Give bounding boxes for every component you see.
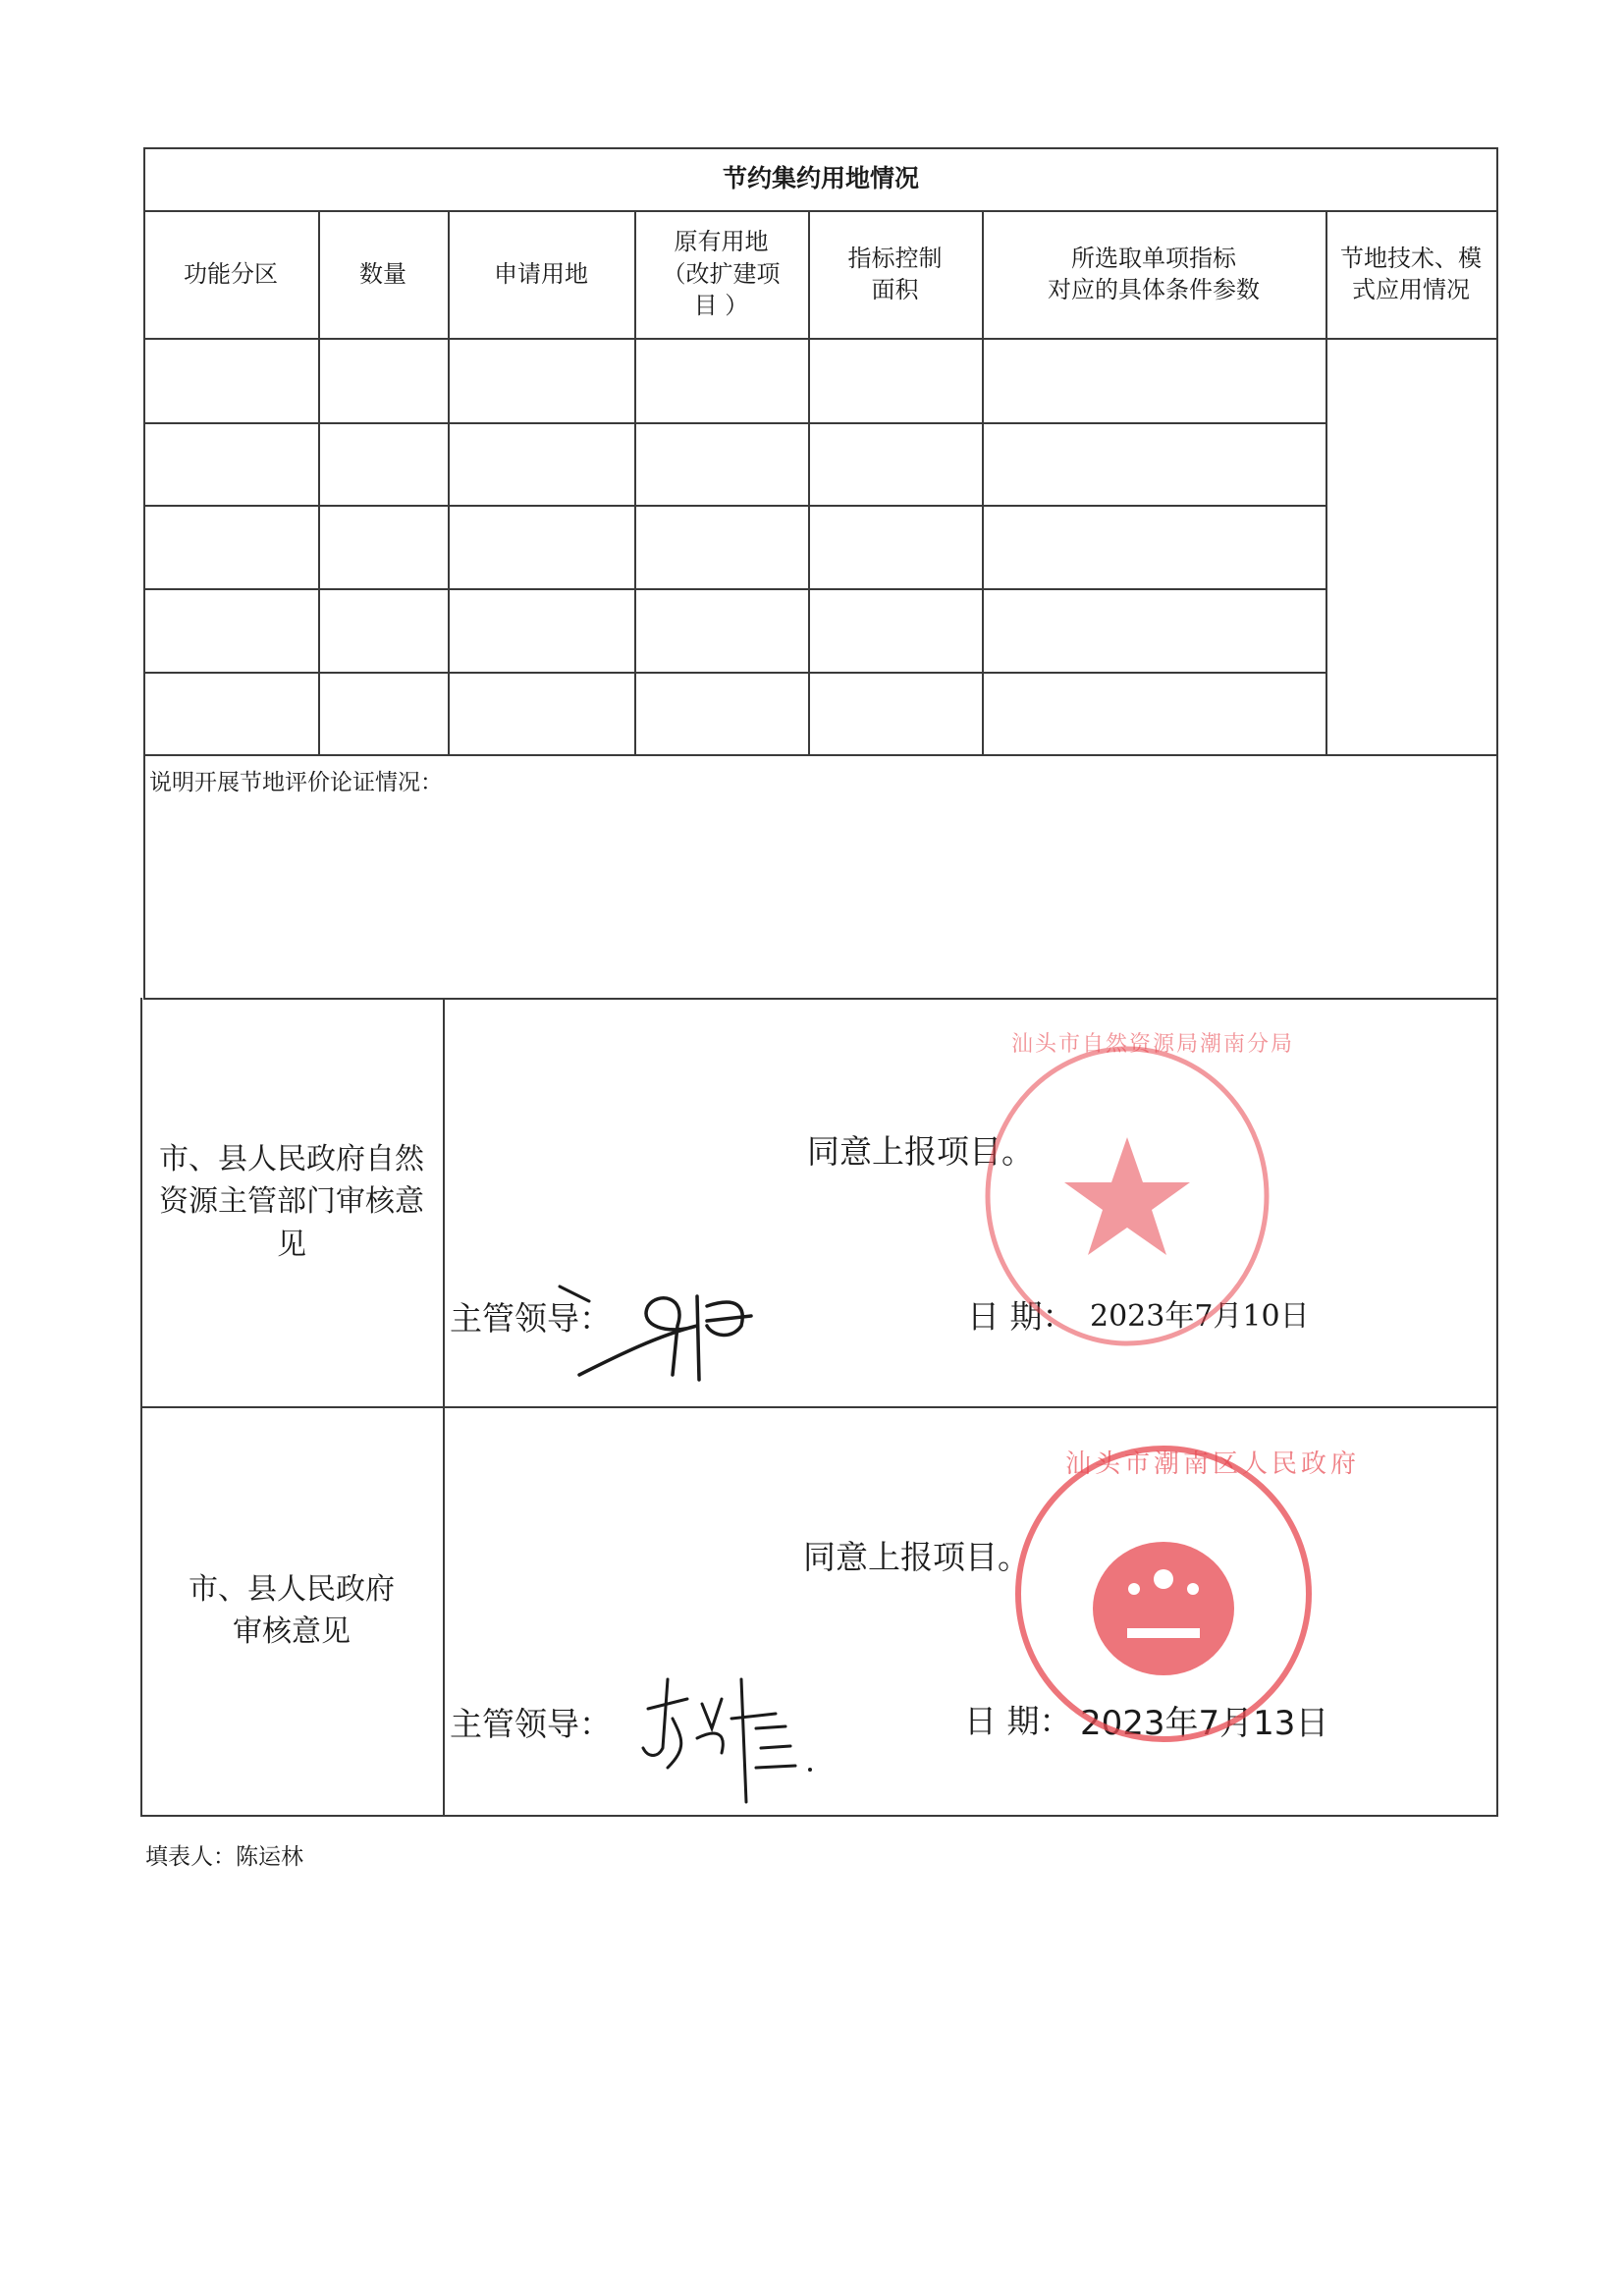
review2-seal-icon [1011,1442,1316,1746]
header-control-area: 指标控制 面积 [847,244,943,303]
review1-date-value: 2023年7月10日 [1090,1299,1310,1334]
review1-leader-label: 主管领导： [450,1299,612,1338]
row-divider-2 [143,505,1325,507]
filler-name: 填表人：陈运林 [145,1844,303,1870]
table-title: 节约集约用地情况 [722,164,919,193]
review1-date-label: 日 期： [967,1297,1075,1336]
review2-label: 市、县人民政府 审核意见 [189,1571,395,1649]
review2-date-value: 2023年7月13日 [1080,1704,1329,1743]
data-bottom-divider [143,754,1498,756]
row-divider-3 [143,588,1325,590]
review1-label: 市、县人民政府自然 资源主管部门审核意 见 [159,1141,424,1262]
review2-opinion: 同意上报项目。 [803,1538,1030,1576]
header-original-land: 原有用地 （改扩建项 目 ） [662,228,781,320]
header-row-divider [143,338,1498,340]
review2-signature-icon [628,1660,825,1807]
header-functional-zone: 功能分区 [184,259,278,288]
header-condition-params: 所选取单项指标 对应的具体条件参数 [1048,244,1260,303]
header-land-saving-tech: 节地技术、模 式应用情况 [1340,244,1482,303]
review1-signature-icon [550,1267,785,1394]
review2-leader-label: 主管领导： [450,1705,612,1743]
review-label-divider [443,998,445,1817]
table-bottom-border [140,1815,1498,1817]
review1-seal-text: 汕头市自然资源局潮南分局 [1011,1032,1295,1057]
table-right-border [1496,147,1498,1817]
note-label: 说明开展节地评价论证情况： [149,770,443,795]
review1-seal-icon [980,1039,1274,1353]
review2-seal-text: 汕头市潮南区人民政府 [1065,1449,1361,1479]
header-applied-land: 申请用地 [494,259,588,288]
header-quantity: 数量 [359,259,406,288]
row-divider-1 [143,422,1325,424]
review2-date-label: 日 期： [964,1702,1072,1740]
review1-opinion: 同意上报项目。 [807,1132,1034,1171]
row-divider-4 [143,672,1325,674]
